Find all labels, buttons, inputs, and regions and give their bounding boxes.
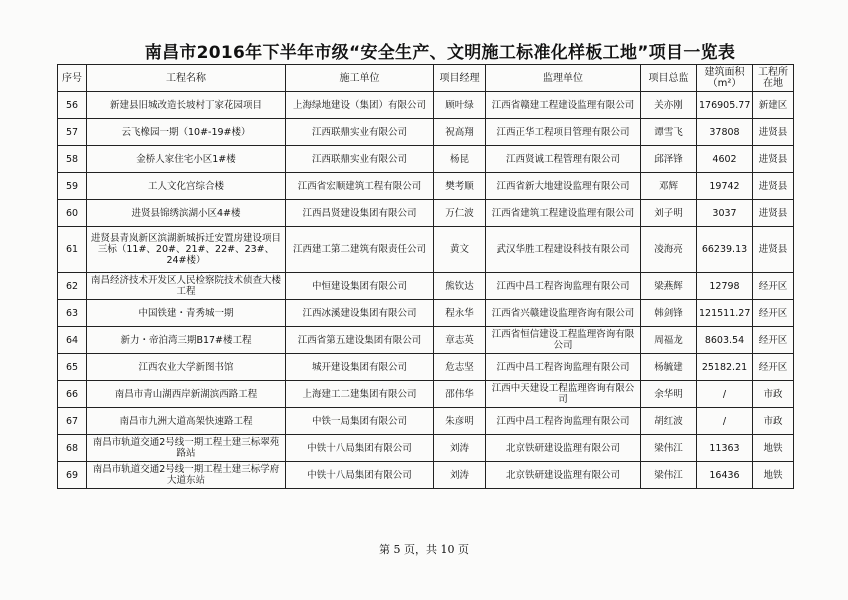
cell-contractor: 江西昌贤建设集团有限公司 (286, 200, 434, 227)
cell-supervisor-unit: 江西中昌工程咨询监理有限公司 (486, 408, 641, 435)
cell-project-manager: 章志英 (434, 327, 486, 354)
cell-contractor: 江西冰溪建设集团有限公司 (286, 300, 434, 327)
cell-floor-area: 121511.27 (697, 300, 753, 327)
cell-project-manager: 万仁波 (434, 200, 486, 227)
cell-location: 市政 (753, 408, 794, 435)
header-project-manager: 项目经理 (434, 65, 486, 92)
table-body (58, 92, 794, 489)
cell-project-name: 中国铁建・青秀城一期 (87, 300, 286, 327)
cell-chief-supervisor: 杨毓建 (641, 354, 697, 381)
cell-supervisor-unit: 江西省赣建工程建设监理有限公司 (486, 92, 641, 119)
table-row (58, 300, 794, 327)
cell-contractor: 江西省宏顺建筑工程有限公司 (286, 173, 434, 200)
cell-project-name: 金桥人家住宅小区1#楼 (87, 146, 286, 173)
cell-floor-area: 66239.13 (697, 227, 753, 273)
cell-row-index: 66 (58, 381, 87, 408)
cell-project-manager: 樊考顺 (434, 173, 486, 200)
cell-project-manager: 熊钦达 (434, 273, 486, 300)
cell-floor-area: / (697, 408, 753, 435)
page-number: 第 5 页，共 10 页 (379, 543, 469, 556)
cell-project-manager: 程永华 (434, 300, 486, 327)
cell-project-manager: 黄文 (434, 227, 486, 273)
cell-chief-supervisor: 周福龙 (641, 327, 697, 354)
cell-row-index: 68 (58, 435, 87, 462)
cell-location: 地铁 (753, 462, 794, 489)
cell-floor-area: 37808 (697, 119, 753, 146)
cell-contractor: 中铁十八局集团有限公司 (286, 462, 434, 489)
cell-project-name: 南昌市轨道交通2号线一期工程土建三标翠苑路站 (87, 435, 286, 462)
cell-contractor: 江西省第五建设集团有限公司 (286, 327, 434, 354)
cell-supervisor-unit: 江西中昌工程咨询监理有限公司 (486, 354, 641, 381)
cell-project-manager: 刘涛 (434, 435, 486, 462)
cell-floor-area: 16436 (697, 462, 753, 489)
cell-row-index: 69 (58, 462, 87, 489)
cell-chief-supervisor: 韩剑锋 (641, 300, 697, 327)
cell-project-name: 新建县旧城改造长坡村丁家花园项目 (87, 92, 286, 119)
table-row (58, 92, 794, 119)
cell-row-index: 59 (58, 173, 87, 200)
table-row (58, 408, 794, 435)
cell-supervisor-unit: 江西贤诚工程管理有限公司 (486, 146, 641, 173)
cell-chief-supervisor: 余华明 (641, 381, 697, 408)
cell-location: 新建区 (753, 92, 794, 119)
cell-floor-area: 4602 (697, 146, 753, 173)
cell-contractor: 城开建设集团有限公司 (286, 354, 434, 381)
cell-chief-supervisor: 邱泽锋 (641, 146, 697, 173)
cell-row-index: 58 (58, 146, 87, 173)
cell-project-name: 进贤县锦绣滨湖小区4#楼 (87, 200, 286, 227)
document-title: 南昌市2016年下半年市级“安全生产、文明施工标准化样板工地”项目一览表 (144, 43, 736, 63)
cell-row-index: 57 (58, 119, 87, 146)
cell-chief-supervisor: 梁燕辉 (641, 273, 697, 300)
header-chief-supervisor: 项目总监 (641, 65, 697, 92)
cell-location: 地铁 (753, 435, 794, 462)
project-table (57, 64, 794, 489)
cell-supervisor-unit: 北京铁研建设监理有限公司 (486, 435, 641, 462)
cell-contractor: 江西联鼎实业有限公司 (286, 146, 434, 173)
cell-row-index: 61 (58, 227, 87, 273)
header-floor-area: 建筑面积（m²） (697, 65, 753, 92)
cell-row-index: 60 (58, 200, 87, 227)
cell-row-index: 63 (58, 300, 87, 327)
cell-project-manager: 刘涛 (434, 462, 486, 489)
cell-project-manager: 杨昆 (434, 146, 486, 173)
table-row (58, 354, 794, 381)
cell-row-index: 56 (58, 92, 87, 119)
cell-location: 经开区 (753, 273, 794, 300)
cell-floor-area: 3037 (697, 200, 753, 227)
cell-floor-area: 12798 (697, 273, 753, 300)
cell-chief-supervisor: 胡红波 (641, 408, 697, 435)
cell-project-manager: 邵伟华 (434, 381, 486, 408)
table-row (58, 146, 794, 173)
cell-chief-supervisor: 关亦刚 (641, 92, 697, 119)
table-row (58, 327, 794, 354)
cell-location: 进贤县 (753, 227, 794, 273)
header-project-name: 工程名称 (87, 65, 286, 92)
header-index: 序号 (58, 65, 87, 92)
cell-supervisor-unit: 江西中天建设工程监理咨询有限公司 (486, 381, 641, 408)
table-row (58, 227, 794, 273)
header-contractor: 施工单位 (286, 65, 434, 92)
header-supervisor-unit: 监理单位 (486, 65, 641, 92)
cell-project-name: 南昌市青山湖西岸新湖滨西路工程 (87, 381, 286, 408)
cell-chief-supervisor: 谭雪飞 (641, 119, 697, 146)
cell-row-index: 62 (58, 273, 87, 300)
header-location: 工程所在地 (753, 65, 794, 92)
cell-project-manager: 顾叶绿 (434, 92, 486, 119)
cell-location: 进贤县 (753, 146, 794, 173)
cell-supervisor-unit: 江西省恒信建设工程监理咨询有限公司 (486, 327, 641, 354)
table-header-row (58, 65, 794, 92)
cell-row-index: 64 (58, 327, 87, 354)
table-row (58, 273, 794, 300)
cell-location: 进贤县 (753, 119, 794, 146)
cell-supervisor-unit: 北京铁研建设监理有限公司 (486, 462, 641, 489)
cell-floor-area: 176905.77 (697, 92, 753, 119)
cell-contractor: 上海建工二建集团有限公司 (286, 381, 434, 408)
cell-chief-supervisor: 梁伟江 (641, 435, 697, 462)
cell-project-name: 南昌经济技术开发区人民检察院技术侦查大楼工程 (87, 273, 286, 300)
table-row (58, 381, 794, 408)
cell-supervisor-unit: 江西中昌工程咨询监理有限公司 (486, 273, 641, 300)
cell-contractor: 中恒建设集团有限公司 (286, 273, 434, 300)
cell-location: 经开区 (753, 327, 794, 354)
cell-location: 进贤县 (753, 200, 794, 227)
cell-floor-area: 25182.21 (697, 354, 753, 381)
cell-contractor: 中铁一局集团有限公司 (286, 408, 434, 435)
cell-project-name: 工人文化宫综合楼 (87, 173, 286, 200)
cell-supervisor-unit: 江西省兴赣建设监理咨询有限公司 (486, 300, 641, 327)
cell-supervisor-unit: 江西省新大地建设监理有限公司 (486, 173, 641, 200)
cell-project-name: 新力・帝泊湾三期B17#楼工程 (87, 327, 286, 354)
cell-project-manager: 祝高翔 (434, 119, 486, 146)
cell-chief-supervisor: 邓辉 (641, 173, 697, 200)
cell-project-name: 江西农业大学新图书馆 (87, 354, 286, 381)
cell-row-index: 65 (58, 354, 87, 381)
table-row (58, 119, 794, 146)
table-row (58, 173, 794, 200)
cell-project-name: 南昌市九洲大道高架快速路工程 (87, 408, 286, 435)
table-row (58, 435, 794, 462)
cell-supervisor-unit: 武汉华胜工程建设科技有限公司 (486, 227, 641, 273)
cell-contractor: 江西建工第二建筑有限责任公司 (286, 227, 434, 273)
cell-chief-supervisor: 刘子明 (641, 200, 697, 227)
cell-supervisor-unit: 江西正华工程项目管理有限公司 (486, 119, 641, 146)
cell-location: 进贤县 (753, 173, 794, 200)
cell-project-name: 进贤县青岚新区滨湖新城拆迁安置房建设项目三标（11#、20#、21#、22#、23#、24#楼） (87, 227, 286, 273)
cell-contractor: 江西联鼎实业有限公司 (286, 119, 434, 146)
cell-contractor: 中铁十八局集团有限公司 (286, 435, 434, 462)
cell-supervisor-unit: 江西省建筑工程建设监理有限公司 (486, 200, 641, 227)
cell-project-manager: 危志坚 (434, 354, 486, 381)
cell-floor-area: / (697, 381, 753, 408)
table-row (58, 200, 794, 227)
cell-chief-supervisor: 梁伟江 (641, 462, 697, 489)
table-row (58, 462, 794, 489)
cell-location: 经开区 (753, 300, 794, 327)
cell-project-name: 南昌市轨道交通2号线一期工程土建三标学府大道东站 (87, 462, 286, 489)
cell-location: 市政 (753, 381, 794, 408)
cell-project-name: 云飞橡园一期（10#-19#楼） (87, 119, 286, 146)
cell-floor-area: 11363 (697, 435, 753, 462)
cell-chief-supervisor: 凌海亮 (641, 227, 697, 273)
cell-location: 经开区 (753, 354, 794, 381)
cell-project-manager: 朱彦明 (434, 408, 486, 435)
cell-row-index: 67 (58, 408, 87, 435)
cell-floor-area: 8603.54 (697, 327, 753, 354)
cell-contractor: 上海绿地建设（集团）有限公司 (286, 92, 434, 119)
cell-floor-area: 19742 (697, 173, 753, 200)
